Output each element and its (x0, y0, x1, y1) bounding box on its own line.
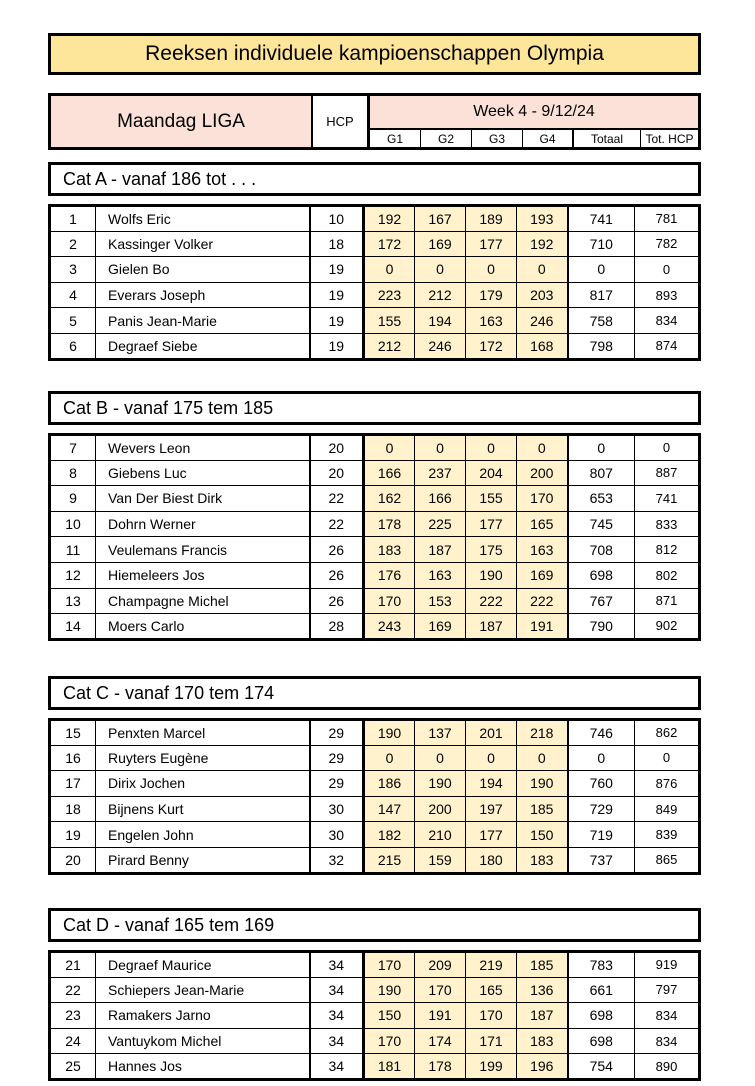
rank-cell: 14 (50, 614, 96, 640)
game-2-cell: 153 (415, 588, 466, 614)
col-g2-header: G2 (421, 130, 472, 147)
table-row (50, 822, 700, 848)
totaal-cell: 783 (568, 952, 635, 978)
player-name-cell: Everars Joseph (96, 282, 310, 308)
game-4-cell: 168 (517, 333, 568, 359)
player-name-cell: Pirard Benny (96, 847, 310, 873)
hcp-cell: 20 (310, 460, 364, 486)
week-label: Week 4 - 9/12/24 (370, 96, 698, 130)
game-2-cell: 212 (415, 282, 466, 308)
table-row (50, 282, 700, 308)
tot-hcp-cell: 802 (635, 562, 700, 588)
game-2-cell: 246 (415, 333, 466, 359)
game-1-cell: 176 (364, 562, 415, 588)
game-3-cell: 172 (466, 333, 517, 359)
totaal-cell: 653 (568, 486, 635, 512)
totaal-cell: 767 (568, 588, 635, 614)
rank-cell: 18 (50, 796, 96, 822)
hcp-cell: 19 (310, 282, 364, 308)
game-1-cell: 172 (364, 231, 415, 257)
player-name-cell: Champagne Michel (96, 588, 310, 614)
game-3-cell: 177 (466, 511, 517, 537)
tot-hcp-cell: 797 (635, 977, 700, 1003)
table-row (50, 720, 700, 746)
tot-hcp-cell: 812 (635, 537, 700, 563)
game-4-cell: 196 (517, 1054, 568, 1080)
player-name-cell: Moers Carlo (96, 614, 310, 640)
totaal-cell: 698 (568, 1003, 635, 1029)
game-4-cell: 183 (517, 1028, 568, 1054)
game-4-cell: 0 (517, 435, 568, 461)
game-2-cell: 174 (415, 1028, 466, 1054)
player-name-cell: Panis Jean-Marie (96, 308, 310, 334)
game-2-cell: 170 (415, 977, 466, 1003)
tot-hcp-cell: 893 (635, 282, 700, 308)
game-1-cell: 223 (364, 282, 415, 308)
totaal-cell: 729 (568, 796, 635, 822)
totaal-cell: 708 (568, 537, 635, 563)
game-3-cell: 0 (466, 745, 517, 771)
col-g1-header: G1 (370, 130, 421, 147)
hcp-cell: 19 (310, 257, 364, 283)
player-name-cell: Ruyters Eugène (96, 745, 310, 771)
player-name-cell: Gielen Bo (96, 257, 310, 283)
hcp-cell: 34 (310, 952, 364, 978)
table-row (50, 511, 700, 537)
table-row (50, 796, 700, 822)
tot-hcp-cell: 862 (635, 720, 700, 746)
tot-hcp-cell: 0 (635, 745, 700, 771)
game-3-cell: 187 (466, 614, 517, 640)
rank-cell: 1 (50, 206, 96, 232)
rank-cell: 10 (50, 511, 96, 537)
game-3-cell: 179 (466, 282, 517, 308)
game-3-cell: 177 (466, 822, 517, 848)
category-label: Cat A - vanaf 186 tot . . . (48, 162, 701, 196)
game-2-cell: 210 (415, 822, 466, 848)
hcp-cell: 34 (310, 1054, 364, 1080)
totaal-cell: 719 (568, 822, 635, 848)
rank-cell: 3 (50, 257, 96, 283)
category-table (48, 204, 701, 361)
rank-cell: 15 (50, 720, 96, 746)
hcp-cell: 18 (310, 231, 364, 257)
totaal-cell: 817 (568, 282, 635, 308)
hcp-cell: 20 (310, 435, 364, 461)
game-1-cell: 162 (364, 486, 415, 512)
game-4-cell: 191 (517, 614, 568, 640)
tot-hcp-cell: 902 (635, 614, 700, 640)
tot-hcp-cell: 871 (635, 588, 700, 614)
hcp-header: HCP (313, 96, 370, 147)
totaal-cell: 661 (568, 977, 635, 1003)
totaal-cell: 698 (568, 562, 635, 588)
game-2-cell: 187 (415, 537, 466, 563)
game-4-cell: 170 (517, 486, 568, 512)
table-row (50, 952, 700, 978)
category-label: Cat B - vanaf 175 tem 185 (48, 391, 701, 425)
game-1-cell: 186 (364, 771, 415, 797)
game-4-cell: 246 (517, 308, 568, 334)
totaal-cell: 0 (568, 745, 635, 771)
game-2-cell: 169 (415, 614, 466, 640)
game-3-cell: 219 (466, 952, 517, 978)
hcp-cell: 19 (310, 333, 364, 359)
game-2-cell: 137 (415, 720, 466, 746)
totaal-cell: 745 (568, 511, 635, 537)
table-row (50, 486, 700, 512)
rank-cell: 4 (50, 282, 96, 308)
game-4-cell: 193 (517, 206, 568, 232)
tot-hcp-cell: 834 (635, 308, 700, 334)
table-row (50, 1028, 700, 1054)
game-4-cell: 150 (517, 822, 568, 848)
hcp-cell: 28 (310, 614, 364, 640)
hcp-cell: 34 (310, 1028, 364, 1054)
game-3-cell: 199 (466, 1054, 517, 1080)
game-4-cell: 165 (517, 511, 568, 537)
hcp-cell: 29 (310, 745, 364, 771)
rank-cell: 13 (50, 588, 96, 614)
table-row (50, 588, 700, 614)
game-1-cell: 170 (364, 952, 415, 978)
game-1-cell: 0 (364, 435, 415, 461)
game-4-cell: 192 (517, 231, 568, 257)
totaal-cell: 758 (568, 308, 635, 334)
game-3-cell: 201 (466, 720, 517, 746)
game-1-cell: 181 (364, 1054, 415, 1080)
tot-hcp-cell: 876 (635, 771, 700, 797)
category-table (48, 718, 701, 875)
rank-cell: 20 (50, 847, 96, 873)
tot-hcp-cell: 741 (635, 486, 700, 512)
game-1-cell: 190 (364, 977, 415, 1003)
rank-cell: 8 (50, 460, 96, 486)
game-3-cell: 194 (466, 771, 517, 797)
rank-cell: 16 (50, 745, 96, 771)
game-3-cell: 165 (466, 977, 517, 1003)
game-4-cell: 190 (517, 771, 568, 797)
game-2-cell: 167 (415, 206, 466, 232)
player-name-cell: Giebens Luc (96, 460, 310, 486)
player-name-cell: Veulemans Francis (96, 537, 310, 563)
rank-cell: 12 (50, 562, 96, 588)
tot-hcp-cell: 919 (635, 952, 700, 978)
week-header-block (370, 96, 698, 147)
table-row (50, 977, 700, 1003)
game-2-cell: 159 (415, 847, 466, 873)
totaal-cell: 746 (568, 720, 635, 746)
tot-hcp-cell: 849 (635, 796, 700, 822)
tot-hcp-cell: 834 (635, 1028, 700, 1054)
game-3-cell: 180 (466, 847, 517, 873)
table-row (50, 435, 700, 461)
totaal-cell: 807 (568, 460, 635, 486)
tot-hcp-cell: 781 (635, 206, 700, 232)
tot-hcp-cell: 874 (635, 333, 700, 359)
rank-cell: 5 (50, 308, 96, 334)
rank-cell: 2 (50, 231, 96, 257)
table-row (50, 1003, 700, 1029)
rank-cell: 24 (50, 1028, 96, 1054)
game-3-cell: 204 (466, 460, 517, 486)
game-1-cell: 192 (364, 206, 415, 232)
game-1-cell: 166 (364, 460, 415, 486)
col-tot-hcp-header: Tot. HCP (645, 131, 694, 146)
game-4-cell: 0 (517, 257, 568, 283)
game-3-cell: 171 (466, 1028, 517, 1054)
player-name-cell: Kassinger Volker (96, 231, 310, 257)
rank-cell: 19 (50, 822, 96, 848)
rank-cell: 9 (50, 486, 96, 512)
tot-hcp-cell: 839 (635, 822, 700, 848)
hcp-cell: 29 (310, 771, 364, 797)
table-row (50, 257, 700, 283)
game-4-cell: 0 (517, 745, 568, 771)
game-2-cell: 200 (415, 796, 466, 822)
totaal-cell: 698 (568, 1028, 635, 1054)
rank-cell: 7 (50, 435, 96, 461)
game-1-cell: 170 (364, 588, 415, 614)
hcp-cell: 19 (310, 308, 364, 334)
totaal-cell: 0 (568, 435, 635, 461)
player-name-cell: Wevers Leon (96, 435, 310, 461)
table-row (50, 614, 700, 640)
table-row (50, 1054, 700, 1080)
player-name-cell: Van Der Biest Dirk (96, 486, 310, 512)
game-4-cell: 187 (517, 1003, 568, 1029)
player-name-cell: Degraef Maurice (96, 952, 310, 978)
game-1-cell: 215 (364, 847, 415, 873)
game-1-cell: 190 (364, 720, 415, 746)
table-row (50, 771, 700, 797)
game-1-cell: 147 (364, 796, 415, 822)
game-3-cell: 175 (466, 537, 517, 563)
game-3-cell: 170 (466, 1003, 517, 1029)
game-3-cell: 155 (466, 486, 517, 512)
hcp-cell: 26 (310, 537, 364, 563)
game-4-cell: 200 (517, 460, 568, 486)
hcp-cell: 34 (310, 1003, 364, 1029)
game-3-cell: 0 (466, 435, 517, 461)
tot-hcp-cell: 887 (635, 460, 700, 486)
totaal-cell: 0 (568, 257, 635, 283)
tot-hcp-cell: 0 (635, 435, 700, 461)
tot-hcp-cell: 890 (635, 1054, 700, 1080)
hcp-cell: 26 (310, 562, 364, 588)
game-2-cell: 191 (415, 1003, 466, 1029)
game-3-cell: 189 (466, 206, 517, 232)
tot-hcp-cell: 782 (635, 231, 700, 257)
totaal-cell: 737 (568, 847, 635, 873)
game-1-cell: 212 (364, 333, 415, 359)
liga-label: Maandag LIGA (51, 96, 313, 147)
player-name-cell: Vantuykom Michel (96, 1028, 310, 1054)
game-4-cell: 218 (517, 720, 568, 746)
game-2-cell: 178 (415, 1054, 466, 1080)
hcp-cell: 22 (310, 511, 364, 537)
player-name-cell: Dohrn Werner (96, 511, 310, 537)
hcp-cell: 29 (310, 720, 364, 746)
category-table (48, 950, 701, 1081)
rank-cell: 22 (50, 977, 96, 1003)
col-g3-header: G3 (472, 130, 523, 147)
table-header (48, 93, 701, 150)
table-row (50, 308, 700, 334)
totaal-cell: 790 (568, 614, 635, 640)
game-1-cell: 150 (364, 1003, 415, 1029)
game-1-cell: 0 (364, 257, 415, 283)
tot-hcp-cell: 834 (635, 1003, 700, 1029)
game-4-cell: 163 (517, 537, 568, 563)
table-row (50, 333, 700, 359)
game-4-cell: 136 (517, 977, 568, 1003)
rank-cell: 6 (50, 333, 96, 359)
player-name-cell: Bijnens Kurt (96, 796, 310, 822)
game-2-cell: 169 (415, 231, 466, 257)
table-row (50, 537, 700, 563)
column-headers (370, 130, 698, 147)
hcp-cell: 32 (310, 847, 364, 873)
game-1-cell: 178 (364, 511, 415, 537)
game-2-cell: 237 (415, 460, 466, 486)
game-2-cell: 163 (415, 562, 466, 588)
game-2-cell: 190 (415, 771, 466, 797)
tot-hcp-cell: 833 (635, 511, 700, 537)
game-1-cell: 243 (364, 614, 415, 640)
player-name-cell: Penxten Marcel (96, 720, 310, 746)
player-name-cell: Degraef Siebe (96, 333, 310, 359)
table-row (50, 847, 700, 873)
player-name-cell: Wolfs Eric (96, 206, 310, 232)
rank-cell: 25 (50, 1054, 96, 1080)
game-4-cell: 222 (517, 588, 568, 614)
game-1-cell: 155 (364, 308, 415, 334)
game-2-cell: 166 (415, 486, 466, 512)
player-name-cell: Schiepers Jean-Marie (96, 977, 310, 1003)
hcp-cell: 22 (310, 486, 364, 512)
totaal-cell: 710 (568, 231, 635, 257)
totaal-cell: 798 (568, 333, 635, 359)
table-row (50, 745, 700, 771)
game-2-cell: 0 (415, 435, 466, 461)
game-1-cell: 182 (364, 822, 415, 848)
game-4-cell: 185 (517, 796, 568, 822)
player-name-cell: Ramakers Jarno (96, 1003, 310, 1029)
col-g4-header: G4 (523, 130, 574, 147)
rank-cell: 21 (50, 952, 96, 978)
game-4-cell: 185 (517, 952, 568, 978)
col-totaal-header: Totaal (574, 130, 641, 147)
hcp-cell: 26 (310, 588, 364, 614)
hcp-cell: 10 (310, 206, 364, 232)
tot-hcp-cell: 0 (635, 257, 700, 283)
tot-hcp-cell: 865 (635, 847, 700, 873)
game-2-cell: 209 (415, 952, 466, 978)
game-1-cell: 170 (364, 1028, 415, 1054)
player-name-cell: Dirix Jochen (96, 771, 310, 797)
game-4-cell: 203 (517, 282, 568, 308)
game-3-cell: 163 (466, 308, 517, 334)
table-row (50, 562, 700, 588)
game-2-cell: 0 (415, 745, 466, 771)
player-name-cell: Engelen John (96, 822, 310, 848)
table-row (50, 231, 700, 257)
game-1-cell: 0 (364, 745, 415, 771)
game-3-cell: 0 (466, 257, 517, 283)
category-table (48, 433, 701, 641)
rank-cell: 11 (50, 537, 96, 563)
game-1-cell: 183 (364, 537, 415, 563)
player-name-cell: Hiemeleers Jos (96, 562, 310, 588)
rank-cell: 17 (50, 771, 96, 797)
game-2-cell: 225 (415, 511, 466, 537)
game-4-cell: 169 (517, 562, 568, 588)
category-label: Cat C - vanaf 170 tem 174 (48, 676, 701, 710)
game-3-cell: 177 (466, 231, 517, 257)
hcp-cell: 34 (310, 977, 364, 1003)
category-label: Cat D - vanaf 165 tem 169 (48, 908, 701, 942)
table-row (50, 460, 700, 486)
table-row (50, 206, 700, 232)
totaal-cell: 760 (568, 771, 635, 797)
page-title-text: Reeksen individuele kampioenschappen Olympia (145, 42, 604, 65)
game-3-cell: 197 (466, 796, 517, 822)
game-2-cell: 0 (415, 257, 466, 283)
game-2-cell: 194 (415, 308, 466, 334)
game-3-cell: 190 (466, 562, 517, 588)
game-3-cell: 222 (466, 588, 517, 614)
totaal-cell: 754 (568, 1054, 635, 1080)
totaal-cell: 741 (568, 206, 635, 232)
game-4-cell: 183 (517, 847, 568, 873)
hcp-cell: 30 (310, 822, 364, 848)
hcp-cell: 30 (310, 796, 364, 822)
page-title (48, 33, 701, 75)
player-name-cell: Hannes Jos (96, 1054, 310, 1080)
rank-cell: 23 (50, 1003, 96, 1029)
